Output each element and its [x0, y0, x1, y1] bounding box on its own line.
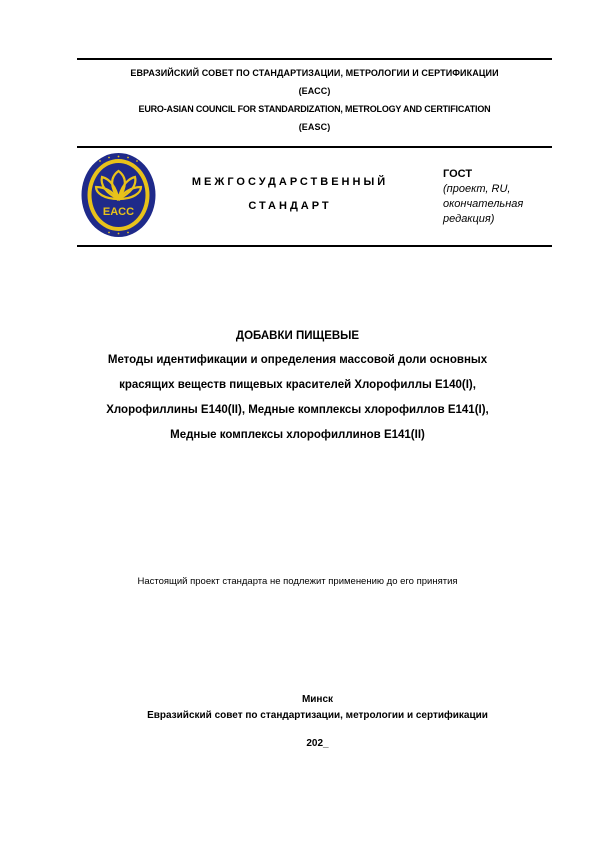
gost-note-line: (проект, RU, [443, 183, 511, 195]
council-name-en: EURO-ASIAN COUNCIL FOR STANDARDIZATION, METROLOGY AND CERTIFICATION [138, 104, 491, 114]
header-divider-rule [77, 146, 552, 148]
eacc-logo [80, 151, 157, 239]
council-abbr-en: (EASC) [298, 122, 331, 132]
gost-status-note [443, 182, 553, 227]
logo-text: EACC [102, 206, 135, 218]
document-subtitle-line: Хлорофиллины Е140(II), Медные комплексы хлорофиллов Е141(I), [106, 404, 489, 416]
standard-label-line1: МЕЖГОСУДАРСТВЕННЫЙ [191, 176, 389, 188]
draft-notice: Настоящий проект стандарта не подлежит применению до его принятия [137, 576, 458, 587]
standard-divider-rule [77, 245, 552, 247]
council-name-ru: ЕВРАЗИЙСКИЙ СОВЕТ ПО СТАНДАРТИЗАЦИИ, МЕТРОЛОГИИ И СЕРТИФИКАЦИИ [130, 68, 499, 78]
footer-year: 202_ [306, 738, 329, 749]
council-abbr-ru: (ЕАСС) [298, 86, 331, 96]
document-title: ДОБАВКИ ПИЩЕВЫЕ [235, 330, 360, 342]
standard-label-line2: СТАНДАРТ [248, 200, 332, 212]
gost-note-line: окончательная [443, 198, 524, 210]
document-subtitle-line: красящих веществ пищевых красителей Хлорофиллы Е140(I), [119, 379, 476, 391]
footer-organization: Евразийский совет по стандартизации, метрологии и сертификации [147, 710, 488, 721]
document-subtitle-line: Методы идентификации и определения массовой доли основных [107, 354, 488, 366]
gost-note-line: редакция) [443, 213, 495, 225]
footer-city: Минск [301, 694, 334, 705]
top-rule [77, 58, 552, 60]
gost-label: ГОСТ [443, 168, 473, 180]
document-subtitle-line: Медные комплексы хлорофиллинов Е141(II) [170, 429, 425, 441]
